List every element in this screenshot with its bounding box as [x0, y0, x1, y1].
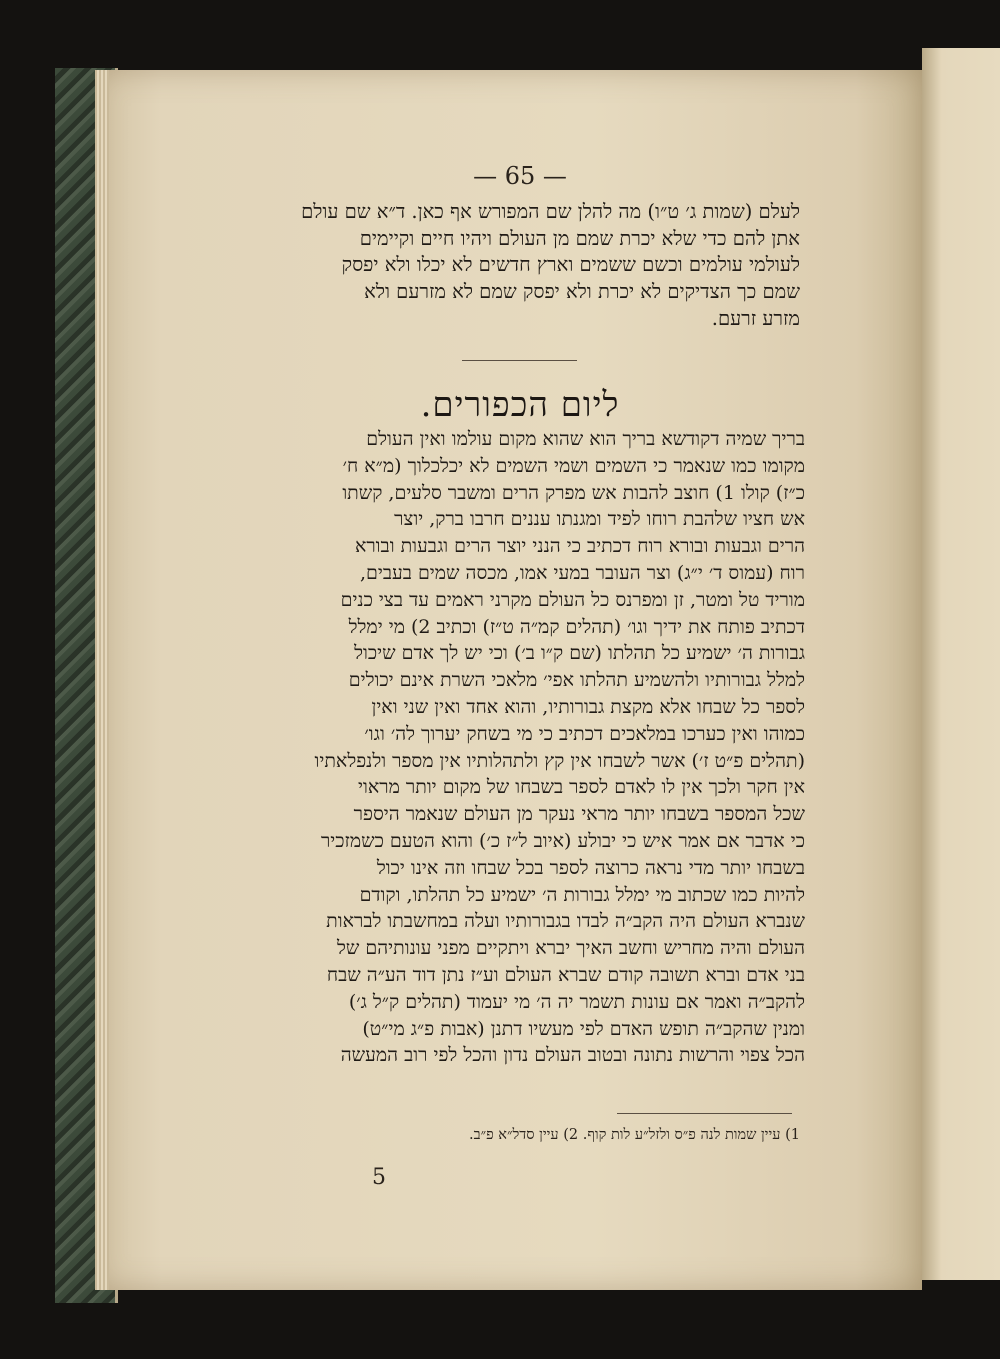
section-divider	[462, 360, 577, 361]
text-line: מקומו כמו שנאמר כי השמים ושמי השמים לא יכלכלוך (מ״א ח׳	[342, 454, 805, 477]
text-line: כ״ז) קולו 1) חוצב להבות אש מפרק הרים ומשבר סלעים, קשתו	[342, 481, 805, 504]
text-line: שכל המספר בשבחו יותר מראי נעקר מן העולם שנאמר היספר	[353, 803, 805, 826]
text-line: להיות כמו שכתוב מי ימלל גבורות ה׳ ישמיע כל תהלתו, וקודם	[359, 883, 805, 906]
facing-page-edge	[922, 48, 1000, 1280]
text-line: מוריד טל ומטר, זן ומפרנס כל העולם מקרני ראמים עד בצי כנים	[340, 588, 805, 611]
signature-mark: 5	[372, 1165, 386, 1190]
text-line: בני אדם וברא תשובה קודם שברא העולם וע״ז נתן דוד הע״ה שבח	[326, 963, 805, 986]
text-line: הרים וגבעות ובורא רוח דכתיב כי הנני יוצר הרים וגבעות ובורא	[354, 535, 805, 558]
footnote-divider	[617, 1113, 792, 1114]
section-heading: ליום הכפורים.	[420, 385, 620, 425]
text-line: מזרע זרעם.	[711, 306, 800, 330]
page-number: — 65 —	[473, 162, 567, 190]
text-line: העולם והיה מחריש וחשב האיך יברא ויתקיים מפני עונותיהם של	[337, 937, 805, 960]
text-line: לעלם (שמות ג׳ ט״ו) מה להלן שם המפורש אף כאן. ד״א שם עולם	[301, 200, 800, 223]
text-line: בשבחו יותר מדי נראה כרוצה לספר בכל שבחו וזה אינו יכול	[376, 856, 805, 879]
text-line: (תהלים פ״ט ז׳) אשר לשבחו אין קץ ולתהלותיו אין מספר ולנפלאתיו	[314, 749, 805, 772]
text-line: אש חציו שלהבת רוחו לפיד ומגנתו עננים חרבו ברק, יוצר	[394, 508, 805, 531]
text-line: בריך שמיה דקודשא בריך הוא שהוא מקום עולמו ואין העולם	[366, 428, 805, 450]
text-line: להקב״ה ואמר אם עונות תשמר יה ה׳ מי יעמוד (תהלים ק״ל ג׳)	[348, 990, 805, 1013]
text-line: כמוהו ואין כערכו במלאכים דכתיב כי מי בשחק יערוך לה׳ וגו׳	[364, 722, 805, 745]
text-line: הכל צפוי והרשות נתונה ובטוב העולם נדון והכל לפי רוב המעשה	[340, 1044, 805, 1067]
text-line: שמם כך הצדיקים לא יכרת ולא יפסק שמם לא מזרעם ולא	[364, 280, 800, 304]
text-line: רוח (עמוס ד׳ י״ג) וצר העובר במעי אמו, מכסה שמים בעבים,	[359, 561, 805, 584]
body-paragraph	[117, 426, 805, 1069]
footnotes: 1) עיין שמות לנה פ״ס ולזל״ע לות קוף. 2) עיין סדל״א פ״ב.	[469, 1127, 800, 1143]
text-line: דכתיב פותח את ידיך וגו׳ (תהלים קמ״ה ט״ז) וכתיב 2) מי ימלל	[348, 615, 805, 638]
text-line: למלל גבורותיו ולהשמיע תהלתו אפי׳ מלאכי השרת אינם יכולים	[348, 669, 805, 692]
text-line: אתן להם כדי שלא יכרת שמם מן העולם ויהיו חיים וקיימים	[359, 226, 800, 250]
text-line: לספר כל שבחו אלא מקצת גבורותיו, והוא אחד ואין שני ואין	[371, 695, 805, 718]
text-line: שנברא העולם היה הקב״ה לבדו בגבורותיו ועלה במחשבתו לבראות	[326, 910, 805, 933]
text-line: ומנין שהקב״ה תופש האדם לפי מעשיו דתנן (אבות פ״ג מי״ט)	[362, 1017, 805, 1040]
text-line: גבורות ה׳ ישמיע כל תהלתו (שם ק״ו ב׳) וכי יש לך אדם שיכול	[354, 642, 805, 665]
continuation-paragraph	[240, 199, 800, 333]
text-line: אין חקר ולכך אין לו לאדם לספר בשבחו של מקום יותר מראוי	[358, 776, 805, 799]
text-line: לעולמי עולמים וכשם ששמים וארץ חדשים לא יכלו ולא יפסק	[341, 253, 800, 277]
text-line: כי אדבר אם אמר איש כי יבולע (איוב ל״ז כ׳) והוא הטעם כשמזכיר	[320, 829, 805, 852]
